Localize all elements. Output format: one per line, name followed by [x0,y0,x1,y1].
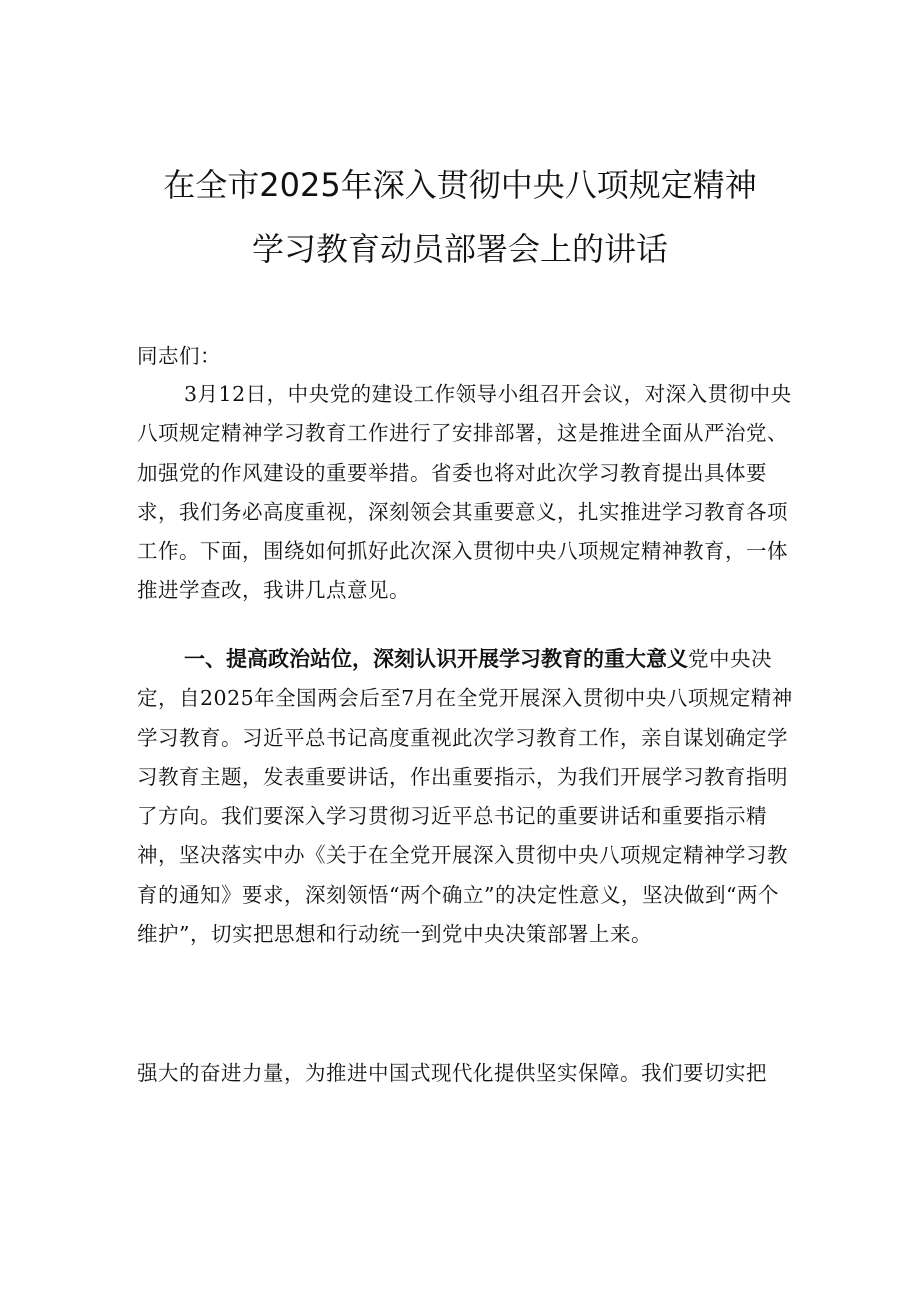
paragraph-intro: 3月12日，中央党的建设工作领导小组召开会议，对深入贯彻中央八项规定精神学习教育工作进行了安排部署，这是推进全面从严治党、加强党的作风建设的重要举措。省委也将对此次学习教育提出具体要求，我们务必高度重视，深刻领会其重要意义，扎实推进学习教育各项工作。下面，围绕如何抓好此次深入贯彻中央八项规定精神教育，一体推进学查改，我讲几点意见。 [137,382,792,603]
section-1-heading: 一、提高政治站位，深刻认识开展学习教育的重大意义 [184,647,688,671]
title-line-1: 在全市2025年深入贯彻中央八项规定精神 [163,166,757,204]
paragraph-continuation: 强大的奋进力量，为推进中国式现代化提供坚实保障。我们要切实把 [137,1061,767,1085]
section-1-body: 党中央决定，自2025年全国两会后至7月在全党开展深入贯彻中央八项规定精神学习教育。习近平总书记高度重视此次学习教育工作，亲自谋划确定学习教育主题，发表重要讲话，作出重要指示，为我们开展学习教育指明了方向。我们要深入学习贯彻习近平总书记的重要讲话和重要指示精神，坚决落实中办《关于在全党开展深入贯彻中央八项规定精神学习教育的通知》要求，深刻领悟“两个确立”的决定性意义，坚决做到“两个维护”，切实把思想和行动统一到党中央决策部署上来。 [137,647,793,947]
title-line-2: 学习教育动员部署会上的讲话 [251,230,668,268]
section-1-paragraph [137,640,797,954]
salutation: 同志们： [137,344,221,368]
